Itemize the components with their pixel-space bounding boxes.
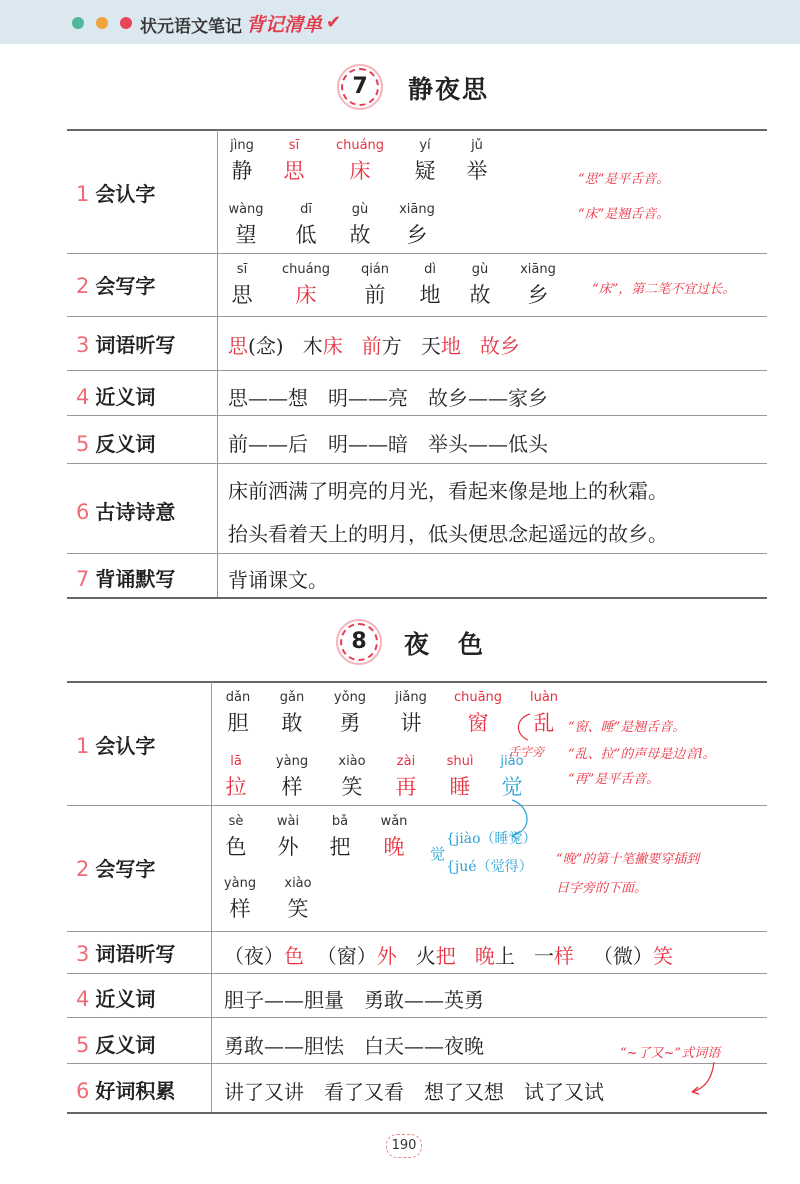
pinyin: sī	[236, 262, 248, 277]
character: 乱	[533, 711, 555, 735]
pinyin: jiǎng	[395, 690, 427, 705]
poem-meaning-line: 床前洒满了明亮的月光，看起来像是地上的秋霜。	[228, 479, 668, 503]
pinyin: xiào	[284, 876, 312, 891]
pinyin: jiào	[500, 754, 524, 769]
character: 前	[364, 283, 386, 307]
book-title: 状元语文笔记	[140, 17, 242, 37]
annotation-note: “床”是翘舌音。	[578, 207, 670, 222]
pinyin: dì	[424, 262, 436, 277]
character: 床	[349, 159, 371, 183]
antonyms-line: 前——后 明——暗 举头——低头	[228, 432, 548, 456]
polyphone-char: 觉	[430, 845, 446, 863]
annotation-note: “~了又~”式词语	[620, 1046, 721, 1061]
character: 故	[469, 283, 491, 307]
character: 拉	[225, 775, 247, 799]
pinyin: sè	[228, 814, 244, 829]
pinyin: zài	[396, 754, 416, 769]
annotation-note: “窗、睡”是翘舌音。	[568, 720, 686, 735]
row-label-recite: 7 背诵默写	[76, 567, 176, 591]
row-label-poem-meaning: 6 古诗诗意	[76, 500, 176, 524]
row-label-write: 2 会写字	[76, 274, 156, 298]
page-number: 190	[386, 1134, 422, 1158]
character: 觉	[501, 775, 523, 799]
good-words-line: 讲了又讲 看了又看 想了又想 试了又试	[224, 1080, 604, 1104]
character: 地	[419, 283, 441, 307]
pinyin: luàn	[529, 690, 559, 705]
character: 再	[395, 775, 417, 799]
character: 外	[277, 835, 299, 859]
row-label-recognize: 1 会认字	[76, 734, 156, 758]
character: 晚	[383, 835, 405, 859]
pinyin: dǎn	[225, 690, 251, 705]
lesson-title: 静夜思	[408, 75, 490, 104]
section-tag: 背记清单	[246, 14, 323, 36]
pinyin: xiāng	[520, 262, 556, 277]
pinyin: xiāng	[399, 202, 435, 217]
character: 讲	[400, 711, 422, 735]
poem-meaning-line: 抬头看着天上的明月，低头便思念起遥远的故乡。	[228, 522, 668, 546]
pinyin: gù	[471, 262, 489, 277]
pinyin: chuáng	[281, 262, 331, 277]
dictation-line: 思(念) 木床 前方 天地 故乡	[228, 334, 520, 358]
pinyin: sī	[288, 138, 300, 153]
annotation-note: “床”，第二笔不宜过长。	[592, 282, 736, 297]
row-label-synonyms: 4 近义词	[76, 385, 156, 409]
character: 床	[295, 283, 317, 307]
character: 疑	[414, 159, 436, 183]
pinyin: bǎ	[331, 814, 349, 829]
pinyin: yí	[419, 138, 431, 153]
character: 乡	[527, 283, 549, 307]
pinyin: dī	[300, 202, 312, 217]
lesson-number-badge: 7	[341, 68, 379, 106]
row-label-dictation: 3 词语听写	[76, 333, 176, 357]
character: 勇	[339, 711, 361, 735]
character: 思	[283, 159, 305, 183]
pinyin: qián	[360, 262, 390, 277]
pinyin: shuì	[446, 754, 474, 769]
character: 敢	[281, 711, 303, 735]
pinyin: wài	[276, 814, 300, 829]
character: 窗	[467, 711, 489, 735]
pinyin: jǔ	[471, 138, 483, 153]
annotation-note: “思”是平舌音。	[578, 172, 670, 187]
pinyin: chuāng	[453, 690, 503, 705]
annotation-note: “晚”的第十笔撇要穿插到	[556, 852, 700, 867]
pinyin: gǎn	[279, 690, 305, 705]
pinyin: wàng	[228, 202, 264, 217]
annotation-note: “再”是平舌音。	[568, 772, 660, 787]
character: 举	[466, 159, 488, 183]
row-label-antonyms: 5 反义词	[76, 432, 156, 456]
dictation-line: （夜）色 （窗）外 火把 晚上 一样 （微）笑	[224, 944, 674, 968]
character: 低	[295, 223, 317, 247]
pinyin: wǎn	[380, 814, 408, 829]
annotation-note: 舌字旁	[508, 745, 545, 759]
lesson-title: 夜 色	[404, 630, 486, 659]
polyphone-reading: {jué（觉得）	[446, 859, 533, 875]
character: 把	[329, 835, 351, 859]
character: 笑	[287, 897, 309, 921]
synonyms-line: 胆子——胆量 勇敢——英勇	[224, 988, 484, 1012]
character: 思	[231, 283, 253, 307]
pinyin: chuáng	[335, 138, 385, 153]
recite-text: 背诵课文。	[228, 568, 328, 592]
character: 乡	[406, 223, 428, 247]
character: 望	[235, 223, 257, 247]
character: 胆	[227, 711, 249, 735]
pinyin: gù	[351, 202, 369, 217]
character: 笑	[341, 775, 363, 799]
pinyin: jìng	[230, 138, 254, 153]
row-label-antonyms: 5 反义词	[76, 1033, 156, 1057]
character: 样	[281, 775, 303, 799]
pinyin: yǒng	[333, 690, 367, 705]
row-label-recognize: 1 会认字	[76, 182, 156, 206]
synonyms-line: 思——想 明——亮 故乡——家乡	[228, 386, 548, 410]
polyphone-reading: {jiào（睡觉）	[446, 831, 537, 847]
antonyms-line: 勇敢——胆怯 白天——夜晚	[224, 1034, 484, 1058]
pinyin: xiào	[338, 754, 366, 769]
character: 色	[225, 835, 247, 859]
character: 故	[349, 223, 371, 247]
row-label-synonyms: 4 近义词	[76, 987, 156, 1011]
character: 样	[229, 897, 251, 921]
pinyin: yàng	[223, 876, 257, 891]
row-label-dictation: 3 词语听写	[76, 942, 176, 966]
checkmark-icon: ✔	[326, 12, 342, 33]
annotation-note: “乱、拉”的声母是边音l。	[568, 747, 716, 762]
row-label-good-words: 6 好词积累	[76, 1079, 176, 1103]
lesson-number-badge: 8	[340, 623, 378, 661]
character: 睡	[449, 775, 471, 799]
row-label-write: 2 会写字	[76, 857, 156, 881]
pinyin: lā	[230, 754, 242, 769]
pinyin: yàng	[275, 754, 309, 769]
annotation-note: 日字旁的下面。	[556, 881, 648, 896]
character: 静	[231, 159, 253, 183]
